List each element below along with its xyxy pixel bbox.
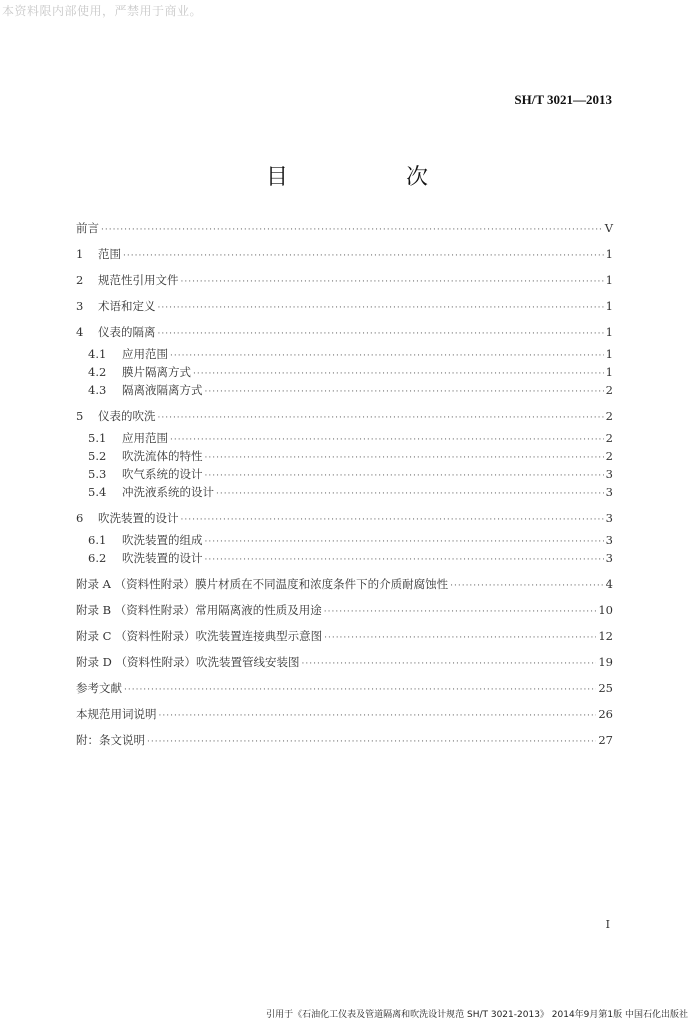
toc-entry-label — [76, 680, 122, 696]
dot-leader — [181, 512, 604, 528]
toc-entry-title: 吹气系统的设计 — [122, 467, 203, 481]
toc-entry-number: 4.1 — [88, 347, 107, 361]
dot-leader — [101, 222, 603, 238]
toc-entry-label — [76, 220, 99, 236]
dot-leader — [324, 630, 596, 646]
dot-leader — [159, 708, 597, 724]
toc-entry-page: 1 — [605, 347, 613, 361]
toc-entry-title: 附录 C （资料性附录）吹洗装置连接典型示意图 — [76, 629, 323, 643]
toc-entry-page: 3 — [605, 551, 613, 565]
toc-entry-title: 膜片隔离方式 — [122, 365, 191, 379]
toc-entry-title: 本规范用词说明 — [76, 707, 157, 721]
toc-entry[interactable] — [76, 602, 613, 618]
toc-entry-title: 吹洗装置的设计 — [98, 511, 179, 525]
toc-entry-number: 1 — [76, 247, 84, 261]
toc-entry-label — [76, 408, 156, 424]
toc-entry[interactable] — [76, 246, 613, 262]
dot-leader — [205, 534, 604, 550]
toc-entry-page: 26 — [598, 707, 613, 721]
toc-entry-number: 6 — [76, 511, 84, 525]
toc-entry-page: 12 — [598, 629, 613, 643]
toc-entry-title: 规范性引用文件 — [98, 273, 179, 287]
toc-entry[interactable] — [76, 466, 613, 482]
toc-entry-number: 4.3 — [88, 383, 107, 397]
toc-entry-label — [76, 510, 179, 526]
toc-entry-title: 附录 A （资料性附录）膜片材质在不同温度和浓度条件下的介质耐腐蚀性 — [76, 577, 449, 591]
toc-entry-page: 3 — [605, 533, 613, 547]
toc-entry[interactable] — [76, 654, 613, 670]
toc-entry-page: 2 — [605, 409, 613, 423]
toc-entry[interactable] — [76, 510, 613, 526]
toc-entry-label — [76, 732, 145, 748]
citation-footer: 引用于《石油化工仪表及管道隔离和吹洗设计规范 SH/T 3021-2013》 2014年9月第1版 中国石化出版社 — [266, 1010, 688, 1020]
toc-entry-number: 2 — [76, 273, 84, 287]
toc-entry-label — [76, 602, 322, 618]
dot-leader — [158, 326, 604, 342]
page-title: 目 次 — [265, 165, 476, 190]
toc-entry-title: 范围 — [98, 247, 121, 261]
toc-entry-number: 6.1 — [88, 533, 107, 547]
toc-entry-title: 术语和定义 — [98, 299, 156, 313]
toc-entry-page: 19 — [598, 655, 613, 669]
toc-entry-title: 吹洗装置的组成 — [122, 533, 203, 547]
toc-entry-title: 前言 — [76, 221, 99, 235]
toc-entry-label — [76, 272, 179, 288]
toc-entry-title: 附：条文说明 — [76, 733, 145, 747]
dot-leader — [124, 682, 596, 698]
toc-entry-label — [88, 448, 203, 464]
toc-entry-title: 吹洗流体的特性 — [122, 449, 203, 463]
toc-entry-page: 1 — [605, 273, 613, 287]
dot-leader — [170, 432, 604, 448]
toc-entry-label — [88, 532, 203, 548]
dot-leader — [158, 410, 604, 426]
toc-entry-page: V — [604, 221, 613, 235]
toc-entry-page: 2 — [605, 383, 613, 397]
toc-entry-page: 2 — [605, 431, 613, 445]
dot-leader — [158, 300, 604, 316]
dot-leader — [302, 656, 597, 672]
dot-leader — [205, 552, 604, 568]
toc-entry-page: 1 — [605, 365, 613, 379]
toc-entry[interactable] — [76, 706, 613, 722]
toc-entry-title: 隔离液隔离方式 — [122, 383, 203, 397]
toc-entry-number: 5.4 — [88, 485, 107, 499]
table-of-contents — [76, 220, 613, 748]
toc-entry-label — [76, 324, 156, 340]
toc-entry-label — [76, 246, 121, 262]
toc-entry-page: 3 — [605, 511, 613, 525]
dot-leader — [170, 348, 604, 364]
toc-entry[interactable] — [76, 298, 613, 314]
toc-entry-page: 1 — [605, 325, 613, 339]
toc-entry-label — [88, 466, 203, 482]
toc-entry-title: 应用范围 — [122, 347, 168, 361]
toc-entry-label — [88, 364, 191, 380]
toc-entry[interactable] — [76, 550, 613, 566]
toc-entry-page: 10 — [598, 603, 613, 617]
dot-leader — [324, 604, 597, 620]
toc-entry-label — [76, 298, 156, 314]
toc-entry-title: 附录 B （资料性附录）常用隔离液的性质及用途 — [76, 603, 322, 617]
toc-entry-page: 27 — [598, 733, 613, 747]
toc-entry-number: 5.3 — [88, 467, 107, 481]
toc-entry[interactable] — [76, 448, 613, 464]
toc-entry-number: 6.2 — [88, 551, 107, 565]
dot-leader — [123, 248, 604, 264]
standard-code: SH/T 3021—2013 — [514, 92, 612, 107]
toc-entry-page: 1 — [605, 247, 613, 261]
toc-entry-title: 附录 D （资料性附录）吹洗装置管线安装图 — [76, 655, 300, 669]
dot-leader — [450, 578, 604, 594]
toc-entry-label — [76, 706, 157, 722]
toc-entry-number: 5.2 — [88, 449, 107, 463]
dot-leader — [216, 486, 604, 502]
toc-entry-label — [76, 654, 300, 670]
toc-entry-page: 1 — [605, 299, 613, 313]
toc-entry-page: 3 — [605, 485, 613, 499]
toc-entry[interactable] — [76, 680, 613, 696]
toc-entry[interactable] — [76, 272, 613, 288]
toc-entry-label — [76, 576, 448, 592]
toc-entry-label — [88, 430, 168, 446]
toc-entry[interactable] — [76, 484, 613, 500]
toc-entry-page: 4 — [605, 577, 613, 591]
page-number: I — [605, 918, 610, 931]
toc-entry-title: 应用范围 — [122, 431, 168, 445]
watermark-text: 本资料限内部使用，严禁用于商业。 — [2, 4, 203, 18]
toc-entry[interactable] — [76, 430, 613, 446]
toc-entry-number: 4 — [76, 325, 84, 339]
toc-entry-label — [88, 484, 214, 500]
toc-entry-label — [88, 550, 203, 566]
toc-entry-title: 仪表的吹洗 — [98, 409, 156, 423]
toc-entry-title: 吹洗装置的设计 — [122, 551, 203, 565]
toc-entry[interactable] — [76, 576, 613, 592]
toc-entry-number: 5.1 — [88, 431, 107, 445]
toc-entry[interactable] — [76, 628, 613, 644]
toc-entry[interactable] — [76, 382, 613, 398]
toc-entry[interactable] — [76, 364, 613, 380]
toc-entry[interactable] — [76, 346, 613, 362]
toc-entry-title: 参考文献 — [76, 681, 122, 695]
dot-leader — [205, 450, 604, 466]
dot-leader — [193, 366, 604, 382]
toc-entry[interactable] — [76, 732, 613, 748]
toc-entry-page: 2 — [605, 449, 613, 463]
toc-entry-title: 冲洗液系统的设计 — [122, 485, 214, 499]
dot-leader — [147, 734, 596, 750]
toc-entry-title: 仪表的隔离 — [98, 325, 156, 339]
toc-entry-label — [88, 346, 168, 362]
toc-entry[interactable] — [76, 532, 613, 548]
toc-entry-number: 3 — [76, 299, 84, 313]
toc-entry-page: 25 — [598, 681, 613, 695]
toc-entry[interactable] — [76, 324, 613, 340]
toc-entry-label — [76, 628, 322, 644]
toc-entry-number: 5 — [76, 409, 84, 423]
dot-leader — [181, 274, 604, 290]
toc-entry[interactable] — [76, 408, 613, 424]
dot-leader — [205, 468, 604, 484]
toc-entry-number: 4.2 — [88, 365, 107, 379]
toc-entry-label — [88, 382, 203, 398]
toc-entry[interactable] — [76, 220, 613, 236]
toc-entry-page: 3 — [605, 467, 613, 481]
dot-leader — [205, 384, 604, 400]
